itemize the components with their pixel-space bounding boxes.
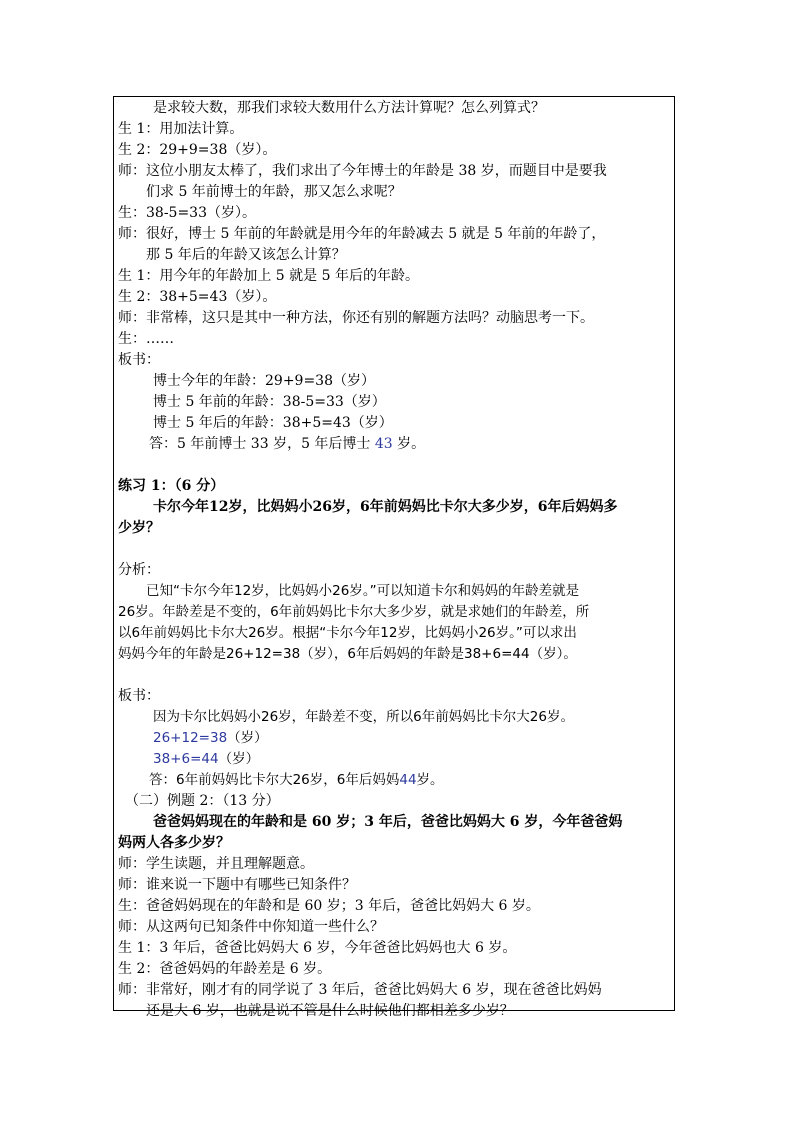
board-notes-label: 板书： [118,688,160,704]
text-line: 师：学生读题，并且理解题意。 [118,856,314,872]
answer-line: 答：6年前妈妈比卡尔大26岁，6年后妈妈44岁。 [149,772,444,788]
board-notes-line: 博士 5 年前的年龄：38-5=33（岁） [153,394,386,410]
text-line: 还是大 6 岁，也就是说不管是什么时候他们都相差多少岁？ [146,1003,514,1019]
answer-number-highlight: 44 [399,772,417,788]
analysis-label: 分析： [118,562,160,578]
text-line: 们求 5 年前博士的年龄，那又怎么求呢？ [146,184,402,200]
text-line: 师：这位小朋友太棒了，我们求出了今年博士的年龄是 38 岁，而题目中是要我 [118,163,607,179]
example-2-heading: （二）例题 2：（13 分） [125,793,280,809]
board-notes-line: 博士今年的年龄：29+9=38（岁） [153,373,375,389]
board-notes-line: 博士 5 年后的年龄：38+5=43（岁） [153,415,393,431]
text-line: 生 1：用今年的年龄加上 5 就是 5 年后的年龄。 [118,268,419,284]
text-line: 生 1：用加法计算。 [118,121,244,137]
analysis-line: 已知“卡尔今年12岁，比妈妈小26岁。”可以知道卡尔和妈妈的年龄差就是 [146,583,580,599]
text-line: 生：38-5=33（岁）。 [118,205,256,221]
board-notes-line: 26+12=38（岁） [153,730,268,746]
text-line: 那 5 年后的年龄又该怎么计算？ [146,247,346,263]
answer-number-highlight: 43 [374,436,393,452]
board-notes-line: 因为卡尔比妈妈小26岁，年龄差不变，所以6年前妈妈比卡尔大26岁。 [153,709,574,725]
exercise-1-question: 卡尔今年12岁，比妈妈小26岁，6年前妈妈比卡尔大多少岁，6年后妈妈多 [153,499,618,515]
example-2-question: 爸爸妈妈现在的年龄和是 60 岁；3 年后，爸爸比妈妈大 6 岁，今年爸爸妈 [153,814,623,830]
text-line: 师：非常棒，这只是其中一种方法，你还有别的解题方法吗？动脑思考一下。 [118,310,594,326]
example-2-question: 妈两人各多少岁？ [118,835,230,851]
lesson-plan-content [118,98,674,1022]
board-notes-label: 板书： [118,352,160,368]
text-line: 生 2：爸爸妈妈的年龄差是 6 岁。 [118,961,332,977]
exercise-1-heading: 练习 1：（6 分） [118,478,225,494]
exercise-1-question: 少岁？ [118,520,160,536]
text-line: 生 1：3 年后，爸爸比妈妈大 6 岁，今年爸爸比妈妈也大 6 岁。 [118,940,517,956]
answer-line: 答：5 年前博士 33 岁，5 年后博士 43 岁。 [149,436,426,452]
text-line: 是求较大数，那我们求较大数用什么方法计算呢？怎么列算式？ [153,100,545,116]
text-line: 生：…… [118,331,174,347]
analysis-line: 以6年前妈妈比卡尔大26岁。根据“卡尔今年12岁，比妈妈小26岁。”可以求出 [118,625,577,641]
text-line: 生 2：38+5=43（岁）。 [118,289,277,305]
analysis-line: 妈妈今年的年龄是26+12=38（岁），6年后妈妈的年龄是38+6=44（岁）。 [118,646,577,662]
text-line: 师：从这两句已知条件中你知道一些什么？ [118,919,384,935]
text-line: 师：很好，博士 5 年前的年龄就是用今年的年龄减去 5 就是 5 年前的年龄了， [118,226,606,242]
analysis-line: 26岁。年龄差是不变的，6年前妈妈比卡尔大多少岁，就是求她们的年龄差，所 [118,604,590,620]
text-line: 师：谁来说一下题中有哪些已知条件？ [118,877,356,893]
text-line: 师：非常好，刚才有的同学说了 3 年后，爸爸比妈妈大 6 岁，现在爸爸比妈妈 [118,982,602,998]
text-line: 生 2：29+9=38（岁）。 [118,142,277,158]
board-notes-line: 38+6=44（岁） [153,751,260,767]
text-line: 生：爸爸妈妈现在的年龄和是 60 岁；3 年后，爸爸比妈妈大 6 岁。 [118,898,540,914]
